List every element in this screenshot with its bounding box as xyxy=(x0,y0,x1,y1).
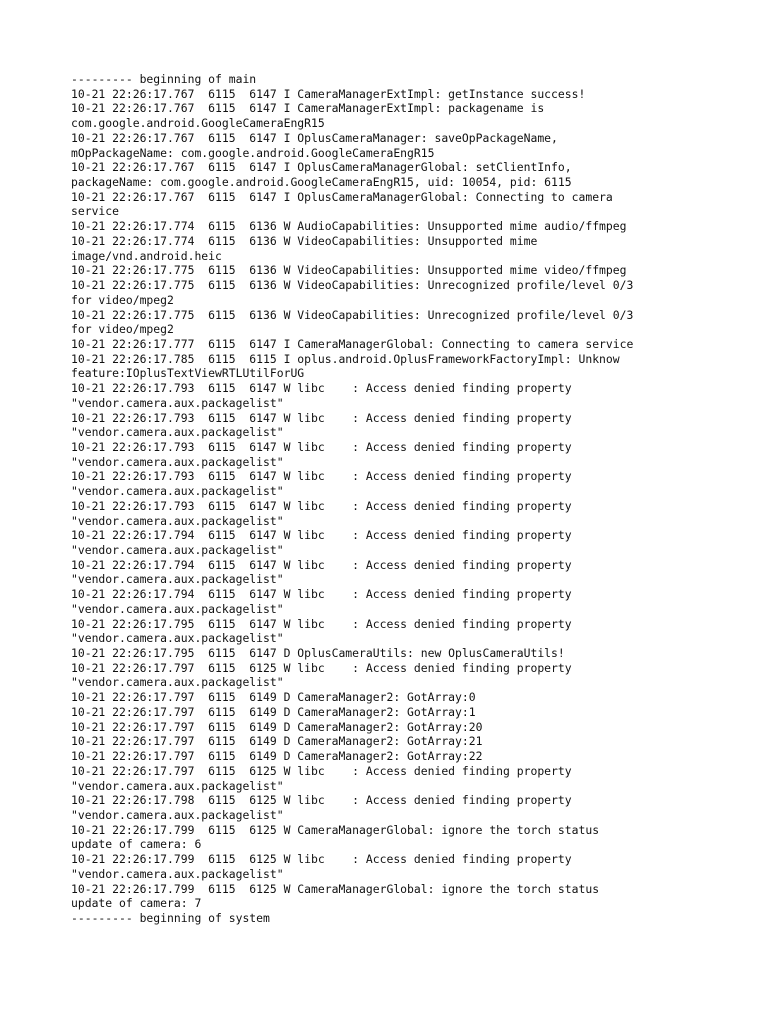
log-line: "vendor.camera.aux.packagelist" xyxy=(71,454,284,469)
log-line: 10-21 22:26:17.799 6115 6125 W CameraManagerGlobal: ignore the torch status xyxy=(71,822,600,837)
log-line: packageName: com.google.android.GoogleCameraEngR15, uid: 10054, pid: 6115 xyxy=(71,175,572,190)
log-line: 10-21 22:26:17.774 6115 6136 W AudioCapabilities: Unsupported mime audio/ffmpeg xyxy=(71,219,627,234)
log-line: "vendor.camera.aux.packagelist" xyxy=(71,395,284,410)
log-line: "vendor.camera.aux.packagelist" xyxy=(71,543,284,557)
log-line: 10-21 22:26:17.793 6115 6147 W libc : Access denied finding property xyxy=(71,439,572,454)
log-line: feature:IOplusTextViewRTLUtilForUG xyxy=(71,366,305,381)
log-line: 10-21 22:26:17.799 6115 6125 W CameraManagerGlobal: ignore the torch status xyxy=(71,881,600,896)
log-line: 10-21 22:26:17.799 6115 6125 W libc : Access denied finding property xyxy=(71,852,572,867)
log-line: 10-21 22:26:17.775 6115 6136 W VideoCapabilities: Unrecognized profile/level 0/3 xyxy=(71,307,634,322)
log-line: 10-21 22:26:17.767 6115 6147 I OplusCameraManagerGlobal: setClientInfo, xyxy=(71,160,572,175)
log-line: 10-21 22:26:17.797 6115 6125 W libc : Access denied finding property xyxy=(71,660,572,675)
log-line: 10-21 22:26:17.785 6115 6115 I oplus.android.OplusFrameworkFactoryImpl: Unknow xyxy=(71,351,620,366)
log-line: 10-21 22:26:17.797 6115 6149 D CameraManager2: GotArray:0 xyxy=(71,690,476,705)
log-line: 10-21 22:26:17.793 6115 6147 W libc : Access denied finding property xyxy=(71,381,572,396)
log-line: "vendor.camera.aux.packagelist" xyxy=(71,572,284,587)
log-line: 10-21 22:26:17.797 6115 6125 W libc : Access denied finding property xyxy=(71,763,572,778)
log-line: 10-21 22:26:17.798 6115 6125 W libc : Access denied finding property xyxy=(71,793,572,808)
log-line: image/vnd.android.heic xyxy=(71,248,222,263)
log-line: mOpPackageName: com.google.android.GoogleCameraEngR15 xyxy=(71,145,435,160)
log-line: 10-21 22:26:17.775 6115 6136 W VideoCapabilities: Unsupported mime video/ffmpeg xyxy=(71,263,627,278)
log-line: update of camera: 6 xyxy=(71,837,202,852)
log-line: 10-21 22:26:17.797 6115 6149 D CameraManager2: GotArray:22 xyxy=(71,749,483,764)
log-line: 10-21 22:26:17.794 6115 6147 W libc : Access denied finding property xyxy=(71,528,572,543)
log-line: 10-21 22:26:17.767 6115 6147 I CameraManagerExtImpl: packagename is xyxy=(71,101,545,116)
log-line: "vendor.camera.aux.packagelist" xyxy=(71,425,284,440)
log-line: 10-21 22:26:17.767 6115 6147 I OplusCameraManager: saveOpPackageName, xyxy=(71,130,558,145)
log-line: 10-21 22:26:17.794 6115 6147 W libc : Access denied finding property xyxy=(71,557,572,572)
log-line: 10-21 22:26:17.795 6115 6147 D OplusCameraUtils: new OplusCameraUtils! xyxy=(71,646,565,661)
log-line: "vendor.camera.aux.packagelist" xyxy=(71,675,284,690)
log-line: --------- beginning of system xyxy=(71,910,270,925)
log-line: 10-21 22:26:17.793 6115 6147 W libc : Access denied finding property xyxy=(71,498,572,513)
log-line: 10-21 22:26:17.775 6115 6136 W VideoCapabilities: Unrecognized profile/level 0/3 xyxy=(71,278,634,293)
log-line: "vendor.camera.aux.packagelist" xyxy=(71,807,284,822)
log-line: 10-21 22:26:17.793 6115 6147 W libc : Access denied finding property xyxy=(71,410,572,425)
log-line: 10-21 22:26:17.777 6115 6147 I CameraManagerGlobal: Connecting to camera service xyxy=(71,336,634,351)
log-line: service xyxy=(71,204,120,219)
log-line: "vendor.camera.aux.packagelist" xyxy=(71,631,284,646)
log-line: for video/mpeg2 xyxy=(71,322,174,337)
log-line: "vendor.camera.aux.packagelist" xyxy=(71,601,284,616)
log-line: update of camera: 7 xyxy=(71,896,202,911)
log-line: "vendor.camera.aux.packagelist" xyxy=(71,778,284,793)
log-line: "vendor.camera.aux.packagelist" xyxy=(71,866,284,881)
log-line: com.google.android.GoogleCameraEngR15 xyxy=(71,116,325,131)
log-line: for video/mpeg2 xyxy=(71,292,174,307)
log-text-block xyxy=(71,72,731,926)
log-line: 10-21 22:26:17.767 6115 6147 I OplusCameraManagerGlobal: Connecting to camera xyxy=(71,189,613,204)
log-line: --------- beginning of main xyxy=(71,72,257,86)
log-line: 10-21 22:26:17.794 6115 6147 W libc : Access denied finding property xyxy=(71,587,572,602)
log-line: 10-21 22:26:17.793 6115 6147 W libc : Access denied finding property xyxy=(71,469,572,484)
log-line: 10-21 22:26:17.767 6115 6147 I CameraManagerExtImpl: getInstance success! xyxy=(71,86,586,101)
log-line: 10-21 22:26:17.795 6115 6147 W libc : Access denied finding property xyxy=(71,616,572,631)
log-line: "vendor.camera.aux.packagelist" xyxy=(71,484,284,499)
log-line: "vendor.camera.aux.packagelist" xyxy=(71,513,284,528)
log-line: 10-21 22:26:17.797 6115 6149 D CameraManager2: GotArray:21 xyxy=(71,734,483,749)
log-line: 10-21 22:26:17.797 6115 6149 D CameraManager2: GotArray:1 xyxy=(71,704,476,719)
log-line: 10-21 22:26:17.774 6115 6136 W VideoCapabilities: Unsupported mime xyxy=(71,233,538,248)
log-line: 10-21 22:26:17.797 6115 6149 D CameraManager2: GotArray:20 xyxy=(71,719,483,734)
